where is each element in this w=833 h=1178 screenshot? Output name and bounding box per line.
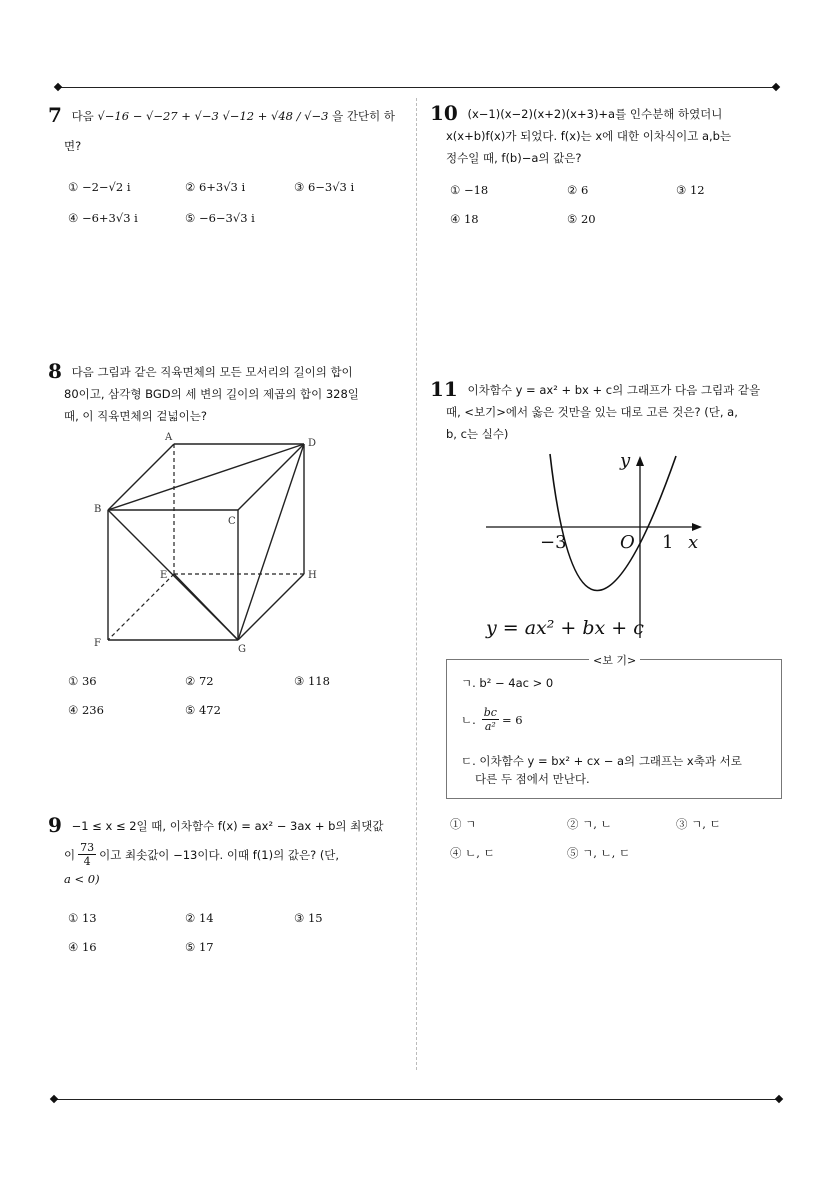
choice-2[interactable]: ② 72 [185, 674, 214, 688]
vertex-label-a: A [165, 432, 173, 443]
question-line: 때, 이 직육면체의 겉넓이는? [64, 409, 207, 423]
bogi-label: ㄴ. [461, 712, 476, 727]
question-9 [48, 814, 408, 890]
question-11 [430, 378, 790, 445]
choice-5[interactable]: ⑤ 17 [185, 940, 214, 954]
choice-3[interactable]: ③ 12 [676, 183, 705, 197]
question-line: 이차함수 y = ax² + bx + c의 그래프가 다음 그림과 같을 [467, 383, 761, 397]
tick-label-neg3: −3 [540, 532, 567, 553]
cuboid-figure [88, 428, 328, 656]
question-number: 8 [48, 359, 62, 383]
radical-expression: √−16 − √−27 + √−3 √−12 + √48 / √−3 [97, 109, 329, 123]
vertex-label-h: H [308, 570, 317, 581]
choice-5[interactable]: ⑤ ㄱ, ㄴ, ㄷ [567, 846, 631, 860]
bottom-rule [54, 1099, 780, 1100]
choice-3[interactable]: ③ 6−3√3 i [294, 180, 355, 194]
top-rule [58, 87, 777, 88]
question-text: 이 [64, 847, 76, 862]
choice-4[interactable]: ④ ㄴ, ㄷ [450, 846, 495, 860]
choice-2[interactable]: ② 14 [185, 911, 214, 925]
choice-4[interactable]: ④ 16 [68, 940, 97, 954]
choice-5[interactable]: ⑤ 20 [567, 212, 596, 226]
question-line: 정수일 때, f(b)−a의 값은? [446, 151, 582, 165]
choice-1[interactable]: ① 36 [68, 674, 97, 688]
choice-3[interactable]: ③ ㄱ, ㄷ [676, 817, 721, 831]
question-8 [48, 360, 408, 427]
question-number: 10 [430, 101, 458, 125]
question-number: 9 [48, 813, 62, 837]
choice-5[interactable]: ⑤ −6−3√3 i [185, 211, 255, 225]
fraction [482, 706, 499, 733]
question-line: 다음 그림과 같은 직육면체의 모든 모서리의 길이의 합이 [71, 365, 353, 379]
question-text: 이고 최솟값이 −13이다. 이때 f(1)의 값은? (단, [99, 847, 340, 862]
question-stem-cont: 을 간단히 하 [332, 109, 395, 123]
parabola-graph [480, 448, 716, 644]
question-stem: 다음 [71, 109, 94, 123]
vertex-label-b: B [94, 504, 102, 515]
vertex-label-g: G [238, 644, 246, 655]
fraction-numerator: bc [483, 706, 497, 719]
choice-4[interactable]: ④ −6+3√3 i [68, 211, 138, 225]
vertex-label-e: E [160, 570, 168, 581]
fraction [78, 841, 96, 868]
top-left-diamond [54, 83, 62, 91]
question-line: 때, <보기>에서 옳은 것만을 있는 대로 고른 것은? (단, a, [446, 405, 738, 419]
choice-1[interactable]: ① ㄱ [450, 817, 477, 831]
choice-1[interactable]: ① −2−√2 i [68, 180, 131, 194]
question-line: −1 ≤ x ≤ 2일 때, 이차함수 f(x) = ax² − 3ax + b의 최댓값 [71, 819, 384, 833]
x-axis-label: x [688, 532, 699, 553]
choice-5[interactable]: ⑤ 472 [185, 703, 221, 717]
bottom-left-diamond [50, 1095, 58, 1103]
choice-4[interactable]: ④ 236 [68, 703, 104, 717]
choice-3[interactable]: ③ 118 [294, 674, 330, 688]
vertex-label-c: C [228, 516, 236, 527]
bogi-item-3-cont: 다른 두 점에서 만난다. [475, 772, 590, 786]
y-axis-label: y [620, 450, 631, 471]
choice-2[interactable]: ② 6+3√3 i [185, 180, 246, 194]
bogi-item-3: ㄷ. 이차함수 y = bx² + cx − a의 그래프는 x축과 서로 [461, 754, 742, 768]
question-line-2 [48, 841, 408, 868]
choice-4[interactable]: ④ 18 [450, 212, 479, 226]
bogi-title: <보 기> [589, 652, 640, 668]
question-7 [48, 104, 408, 157]
vertex-label-f: F [94, 638, 101, 649]
top-right-diamond [772, 83, 780, 91]
fraction-rhs: = 6 [501, 712, 523, 727]
choice-1[interactable]: ① 13 [68, 911, 97, 925]
vertex-label-d: D [308, 438, 317, 449]
question-number: 11 [430, 377, 458, 401]
choice-2[interactable]: ② ㄱ, ㄴ [567, 817, 612, 831]
bogi-item-2 [461, 706, 523, 733]
origin-label: O [620, 532, 635, 553]
fraction-denominator: 4 [83, 855, 91, 868]
bottom-right-diamond [775, 1095, 783, 1103]
choice-2[interactable]: ② 6 [567, 183, 589, 197]
choice-3[interactable]: ③ 15 [294, 911, 323, 925]
question-line: x(x+b)f(x)가 되었다. f(x)는 x에 대한 이차식이고 a,b는 [446, 129, 732, 143]
fraction-numerator: 73 [80, 841, 95, 854]
bogi-box [446, 654, 782, 799]
bogi-item-1: ㄱ. b² − 4ac > 0 [461, 676, 554, 690]
question-stem-end: 면? [64, 139, 82, 153]
question-line: a < 0) [64, 872, 100, 886]
question-line: b, c는 실수) [446, 427, 509, 441]
fraction-denominator: a² [484, 720, 496, 733]
question-number: 7 [48, 103, 62, 127]
question-line: (x−1)(x−2)(x+2)(x+3)+a를 인수분해 하였더니 [467, 107, 723, 121]
equation-label: y = ax² + bx + c [486, 617, 644, 639]
tick-label-1: 1 [662, 532, 674, 553]
question-line: 80이고, 삼각형 BGD의 세 변의 길이의 제곱의 합이 328일 [64, 387, 359, 401]
question-10 [430, 102, 790, 169]
choice-1[interactable]: ① −18 [450, 183, 489, 197]
column-divider [416, 98, 417, 1070]
